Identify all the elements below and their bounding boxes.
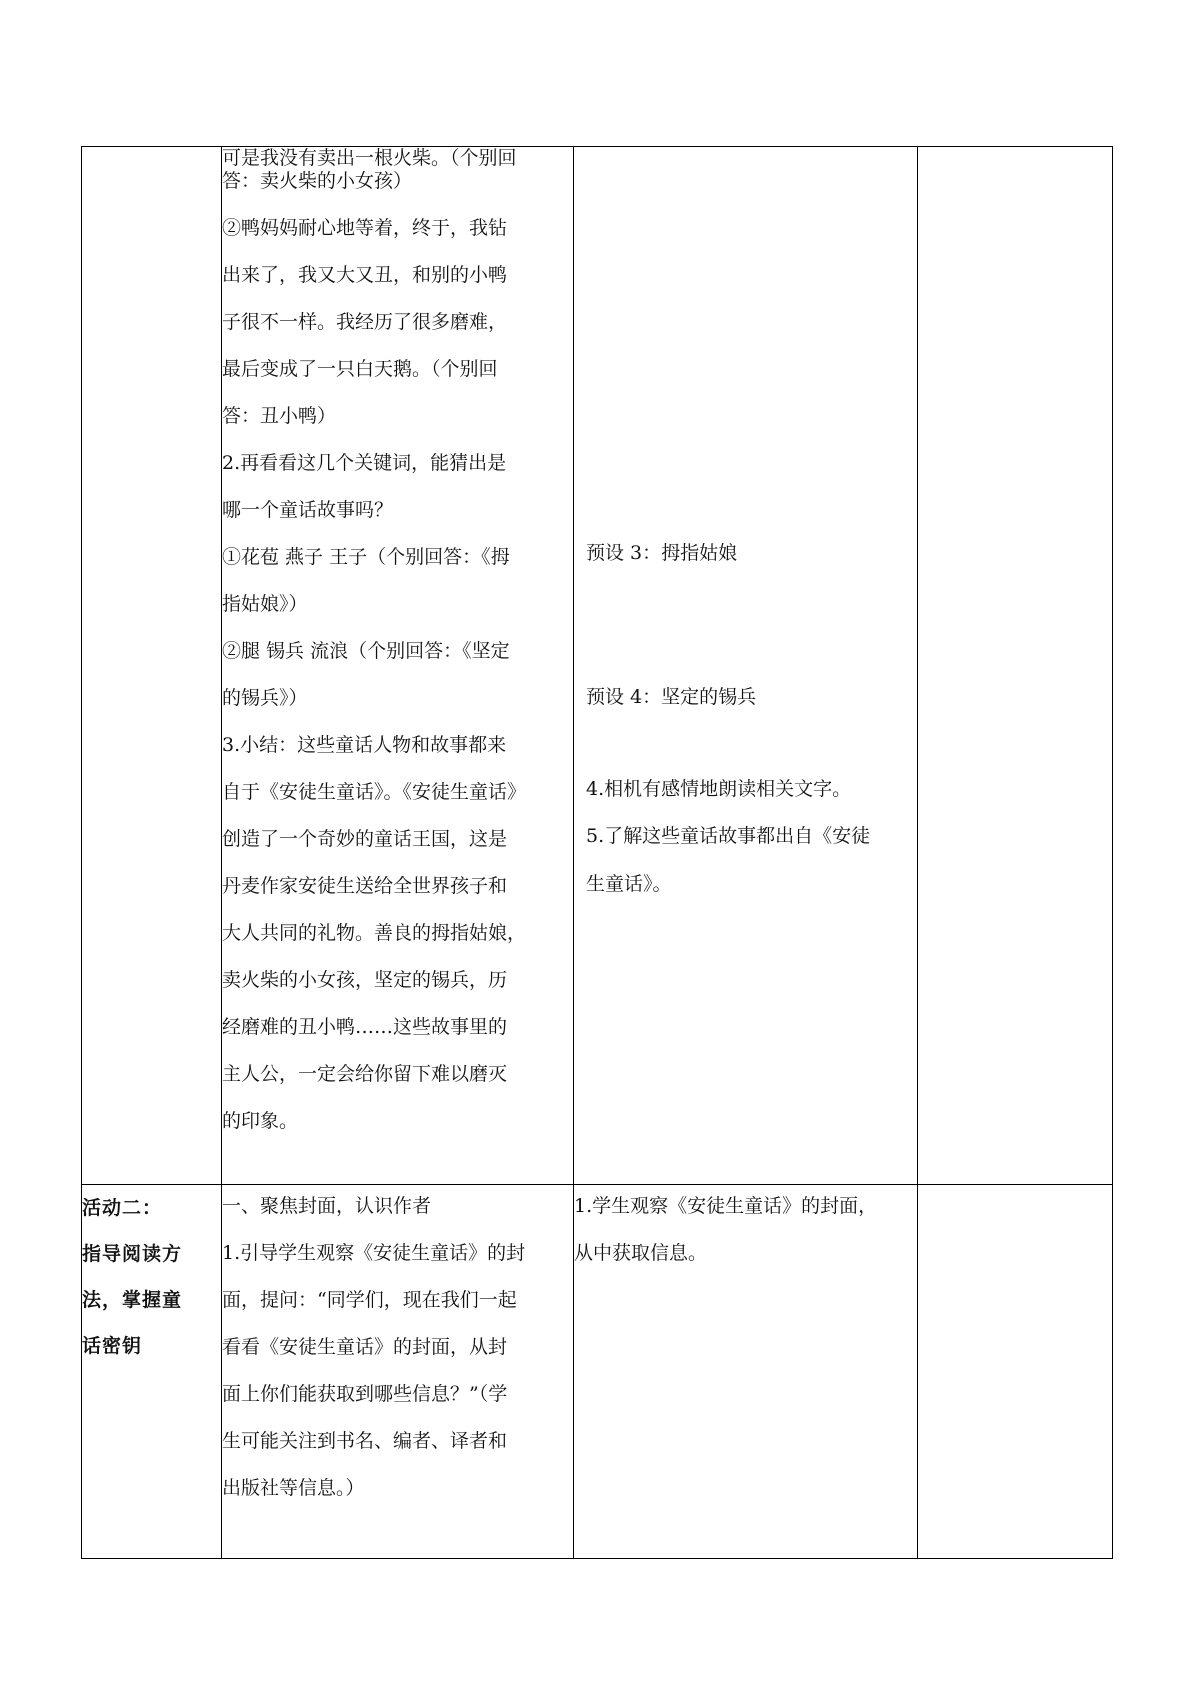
table-row (82, 147, 1113, 1185)
activity-label-line: 法，掌握童 (82, 1289, 183, 1311)
text-line: 丹麦作家安徒生送给全世界孩子和 (222, 875, 508, 897)
text-line: 主人公，一定会给你留下难以磨灭 (222, 1063, 508, 1085)
text-line: 面，提问：“同学们，现在我们一起 (222, 1289, 517, 1311)
text-line: 的锡兵》） (222, 687, 308, 709)
text-line: 2.再看看这几个关键词，能猜出是 (222, 452, 507, 474)
text-line: 大人共同的礼物。善良的拇指姑娘， (222, 922, 527, 944)
text-line: ②腿 锡兵 流浪（个别回答：《坚定 (222, 640, 510, 662)
activity-cell-empty (82, 147, 222, 1185)
text-line: 答：卖火柴的小女孩） (222, 170, 413, 192)
lesson-plan-table (81, 146, 1113, 1559)
preset-4: 预设 4：坚定的锡兵 (586, 686, 757, 708)
teacher-activity-cell (222, 1185, 574, 1559)
activity-label-line: 活动二： (82, 1197, 163, 1219)
text-line: 答：丑小鸭） (222, 405, 337, 427)
activity-label-line: 话密钥 (82, 1335, 143, 1357)
text-line: 3.小结：这些童话人物和故事都来 (222, 734, 507, 756)
text-line: 1.引导学生观察《安徒生童话》的封 (222, 1242, 526, 1264)
text-line: 创造了一个奇妙的童话王国，这是 (222, 828, 508, 850)
student-item-4: 4.相机有感情地朗读相关文字。 (586, 778, 852, 800)
text-line: 生可能关注到书名、编者、译者和 (222, 1430, 508, 1452)
text-line: ②鸭妈妈耐心地等着，终于，我钻 (222, 217, 508, 239)
text-line: 出来了，我又大又丑，和别的小鸭 (222, 264, 508, 286)
student-activity-cell (574, 147, 918, 1185)
notes-cell (918, 1185, 1113, 1559)
text-line: 最后变成了一只白天鹅。（个别回 (222, 358, 498, 380)
text-line: 一、聚焦封面，认识作者 (222, 1195, 432, 1217)
text-line: 的印象。 (222, 1110, 299, 1132)
text-line: 面上你们能获取到哪些信息？”（学 (222, 1383, 508, 1405)
text-line: 卖火柴的小女孩，坚定的锡兵，历 (222, 969, 508, 991)
text-line: 1.学生观察《安徒生童话》的封面， (574, 1195, 878, 1217)
text-line: 出版社等信息。） (222, 1477, 365, 1499)
text-line: 哪一个童话故事吗？ (222, 499, 394, 521)
student-activity-cell (574, 1185, 918, 1559)
text-line: 看看《安徒生童话》的封面，从封 (222, 1336, 508, 1358)
activity-two-label (82, 1185, 222, 1559)
table-row (82, 1185, 1113, 1559)
text-line: 经磨难的丑小鸭……这些故事里的 (222, 1016, 508, 1038)
student-item-5-cont: 生童话》。 (586, 873, 672, 895)
notes-cell (918, 147, 1113, 1185)
text-line: 指姑娘》） (222, 593, 308, 615)
teacher-activity-cell (222, 147, 574, 1185)
text-line: ①花苞 燕子 王子（个别回答：《拇 (222, 546, 510, 568)
preset-3: 预设 3：拇指姑娘 (586, 542, 738, 564)
activity-label-line: 指导阅读方 (82, 1243, 183, 1265)
text-line: 从中获取信息。 (574, 1242, 708, 1264)
text-line: 子很不一样。我经历了很多磨难， (222, 311, 508, 333)
student-item-5: 5.了解这些童话故事都出自《安徒 (586, 825, 871, 847)
text-line: 自于《安徒生童话》。《安徒生童话》 (222, 781, 527, 803)
text-line: 可是我没有卖出一根火柴。（个别回 (222, 147, 517, 169)
